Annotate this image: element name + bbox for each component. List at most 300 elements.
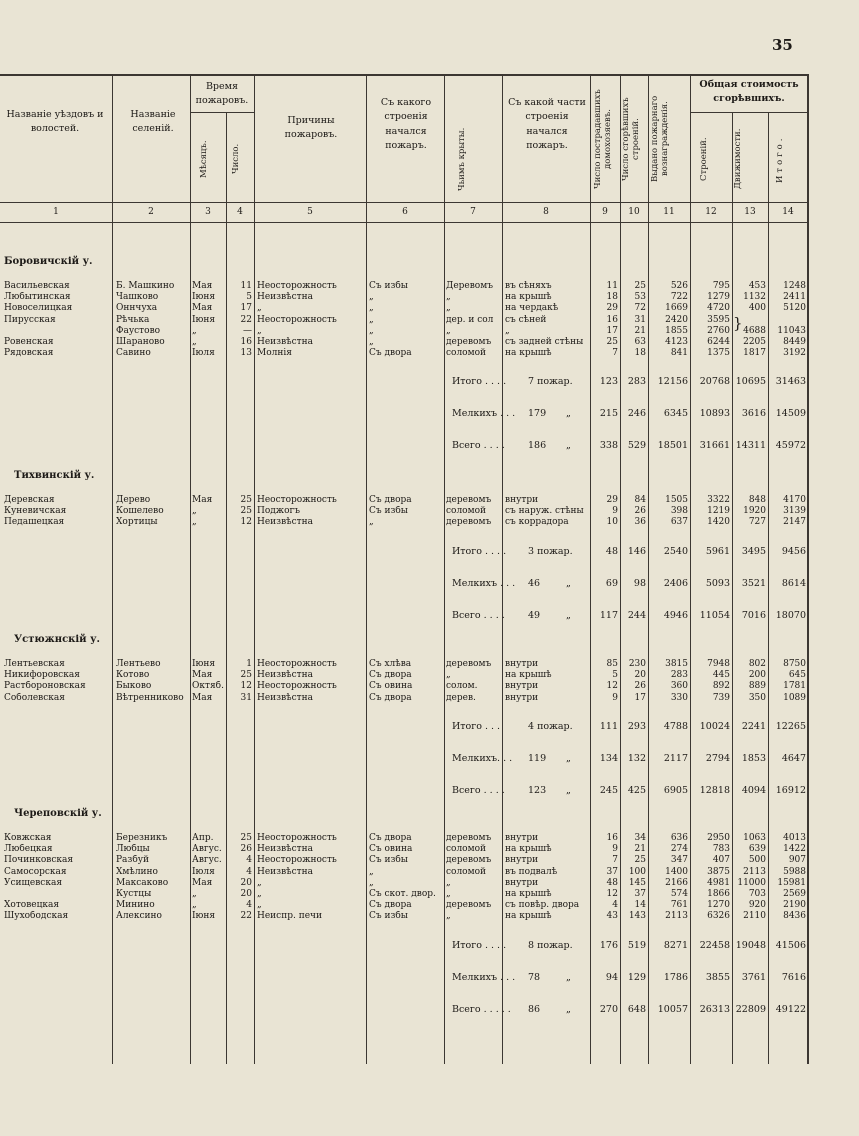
cell: 1219 bbox=[707, 506, 730, 517]
cell: 63 bbox=[634, 337, 646, 347]
cell: Новоселицкая bbox=[4, 303, 73, 314]
cell: Усищевская bbox=[4, 877, 63, 888]
cell: Котово bbox=[116, 670, 150, 681]
cell: Мая bbox=[192, 670, 213, 681]
header-compensation: Выдано пожарнаго вознагражденія. bbox=[650, 95, 670, 183]
cell: „ bbox=[446, 325, 451, 336]
summary-count: 186 bbox=[528, 440, 547, 452]
cell: „ bbox=[446, 889, 451, 899]
district-name: Череповскій у. bbox=[14, 808, 102, 819]
cell: 20768 bbox=[699, 376, 730, 388]
colnum-8: 8 bbox=[543, 207, 549, 217]
cell: 7 bbox=[612, 348, 618, 359]
cell: 5961 bbox=[705, 545, 730, 557]
summary-label: Всего . . . . . bbox=[452, 1003, 511, 1015]
summary-label: Мелкихъ . . . bbox=[452, 408, 516, 420]
cell: 4720 bbox=[707, 303, 730, 314]
cell: Іюня bbox=[192, 314, 216, 325]
cell: Неосторожность bbox=[257, 281, 337, 291]
cell: 16 bbox=[606, 314, 618, 325]
cell: Алексино bbox=[116, 911, 162, 922]
cell: 12156 bbox=[657, 376, 688, 388]
cell: 215 bbox=[599, 408, 618, 420]
cell: 10 bbox=[606, 517, 618, 528]
cell: Іюля bbox=[192, 866, 215, 877]
cell: 6345 bbox=[663, 408, 688, 420]
cell: съ сѣней bbox=[505, 314, 547, 325]
table-row bbox=[0, 517, 808, 528]
cell: 3616 bbox=[741, 408, 766, 420]
table-row bbox=[0, 326, 808, 337]
summary-melkih bbox=[0, 971, 808, 985]
cell: деревомъ bbox=[446, 517, 492, 528]
cell: Неизвѣстна bbox=[257, 517, 313, 528]
summary-label: Мелкихъ . . . bbox=[452, 577, 516, 589]
header-village: Названіе селеній. bbox=[130, 109, 176, 135]
cell: 18 bbox=[634, 348, 646, 359]
cell: 4170 bbox=[783, 495, 806, 505]
cell: 1817 bbox=[743, 348, 766, 359]
cell: 85 bbox=[606, 659, 618, 669]
summary-mark: „ bbox=[566, 784, 571, 796]
cell: 4123 bbox=[665, 337, 688, 347]
cell: 519 bbox=[627, 939, 646, 951]
cell: 636 bbox=[670, 833, 688, 843]
cell: 3875 bbox=[707, 866, 730, 877]
table-row bbox=[0, 506, 808, 517]
cell: 4688 bbox=[743, 325, 766, 336]
cell: „ bbox=[257, 900, 262, 911]
cell: 123 bbox=[599, 376, 618, 388]
summary-itogo bbox=[0, 720, 808, 734]
cell: 19048 bbox=[735, 939, 766, 951]
cell: „ bbox=[192, 517, 197, 528]
cell: Неосторожность bbox=[257, 314, 337, 325]
cell: 9456 bbox=[781, 545, 806, 557]
cell: 270 bbox=[599, 1003, 618, 1015]
cell: Неосторожность bbox=[257, 855, 337, 866]
district-name: Тихвинскій у. bbox=[14, 470, 95, 481]
summary-mark: „ bbox=[566, 1003, 571, 1015]
cell: 4 bbox=[246, 900, 252, 911]
summary-itogo bbox=[0, 375, 808, 389]
cell: 244 bbox=[627, 609, 646, 621]
cell: „ bbox=[369, 337, 374, 347]
table-top-rule bbox=[0, 74, 808, 76]
header-day: Число. bbox=[231, 143, 241, 175]
cell: 574 bbox=[670, 889, 688, 899]
cell: Чашково bbox=[116, 292, 159, 303]
cell: Соболевская bbox=[4, 692, 65, 703]
cell: 84 bbox=[634, 495, 646, 505]
cell: Съ двора bbox=[369, 900, 412, 911]
cell: „ bbox=[257, 325, 262, 336]
cell: Вѣтренниково bbox=[116, 692, 184, 703]
cell: 94 bbox=[605, 971, 618, 983]
time-subheader-rule bbox=[190, 112, 254, 113]
cell: Апр. bbox=[192, 833, 214, 843]
cell: Неиспр. печи bbox=[257, 911, 322, 922]
cell: 98 bbox=[633, 577, 646, 589]
cell: 1063 bbox=[743, 833, 766, 843]
cell: — bbox=[243, 325, 252, 336]
cell: Іюля bbox=[192, 348, 215, 359]
colnum-bottom-rule bbox=[0, 222, 808, 223]
cell: на крышѣ bbox=[505, 889, 552, 899]
cell: Неосторожность bbox=[257, 495, 337, 505]
cell: 53 bbox=[634, 292, 646, 303]
cell: внутри bbox=[505, 659, 539, 669]
summary-mark: „ bbox=[566, 408, 571, 420]
cell: 26313 bbox=[699, 1003, 730, 1015]
cell: „ bbox=[369, 877, 374, 888]
cell: на крышѣ bbox=[505, 292, 552, 303]
cell: 10695 bbox=[735, 376, 766, 388]
colnum-14: 14 bbox=[782, 207, 794, 217]
cell: 37 bbox=[634, 889, 646, 899]
cell: 45972 bbox=[775, 440, 806, 452]
cell: Съ избы bbox=[369, 911, 408, 922]
cell: Мая bbox=[192, 495, 213, 505]
cell: 41506 bbox=[775, 939, 806, 951]
summary-melkih bbox=[0, 407, 808, 421]
cell: 48 bbox=[606, 877, 618, 888]
cell: 143 bbox=[628, 911, 646, 922]
cell: Пирусская bbox=[4, 314, 56, 325]
summary-label: Всего . . . . bbox=[452, 609, 505, 621]
cell: 2950 bbox=[707, 833, 730, 843]
cell: 1855 bbox=[665, 325, 688, 336]
cell: Іюня bbox=[192, 659, 216, 669]
cell: 7948 bbox=[707, 659, 730, 669]
cell: 12 bbox=[606, 889, 618, 899]
cell: Деревская bbox=[4, 495, 55, 505]
cell: 25 bbox=[240, 670, 252, 681]
summary-mark: „ bbox=[566, 577, 571, 589]
cell: 31 bbox=[634, 314, 646, 325]
table-row bbox=[0, 878, 808, 889]
cell: Шараново bbox=[116, 337, 165, 347]
cell: 3855 bbox=[705, 971, 730, 983]
cell: Неосторожность bbox=[257, 659, 337, 669]
cell: 200 bbox=[748, 670, 766, 681]
cell: 848 bbox=[748, 495, 766, 505]
cell: 2540 bbox=[663, 545, 688, 557]
header-cause: Причины пожаровъ. bbox=[284, 115, 338, 141]
cell: 274 bbox=[670, 844, 688, 855]
cell: „ bbox=[192, 889, 197, 899]
cell: съ наруж. стѣны bbox=[505, 506, 584, 517]
header-month: Мѣсяцъ. bbox=[199, 140, 209, 178]
cell: солом. bbox=[446, 681, 478, 692]
cell: 5120 bbox=[783, 303, 806, 314]
cell: „ bbox=[192, 900, 197, 911]
cell: 2113 bbox=[743, 866, 766, 877]
cell: 2205 bbox=[743, 337, 766, 347]
cell: деревомъ bbox=[446, 659, 492, 669]
table-row bbox=[0, 693, 808, 704]
summary-count: 86 bbox=[528, 1003, 541, 1015]
cell: 25 bbox=[606, 337, 618, 347]
cell: 8750 bbox=[783, 659, 806, 669]
cell: Іюня bbox=[192, 911, 216, 922]
cell: 3521 bbox=[741, 577, 766, 589]
cell: 26 bbox=[634, 681, 646, 692]
cell: 25 bbox=[240, 833, 252, 843]
summary-count: 119 bbox=[528, 752, 547, 764]
cell: 4 bbox=[246, 866, 252, 877]
cell: 703 bbox=[748, 889, 766, 899]
table-row bbox=[0, 911, 808, 922]
cell: 22 bbox=[240, 911, 252, 922]
cell: Любытинская bbox=[4, 292, 71, 303]
cell: 648 bbox=[627, 1003, 646, 1015]
cell: 1279 bbox=[707, 292, 730, 303]
cell: Васильевская bbox=[4, 281, 70, 291]
cell: Съ двора bbox=[369, 833, 412, 843]
cell: 10057 bbox=[657, 1003, 688, 1015]
cell: 111 bbox=[599, 720, 618, 732]
cell: Кустцы bbox=[116, 889, 152, 899]
header-total-cost: Общая стоимость сгорѣвшихъ. bbox=[699, 79, 799, 105]
cell: Савино bbox=[116, 348, 151, 359]
cell: 7616 bbox=[781, 971, 806, 983]
cell: Лентьевская bbox=[4, 659, 65, 669]
cell: 48 bbox=[605, 545, 618, 557]
cell: „ bbox=[192, 325, 197, 336]
cell: Рядовская bbox=[4, 348, 54, 359]
cell: 802 bbox=[748, 659, 766, 669]
cell: Мая bbox=[192, 281, 213, 291]
cell: 3595 bbox=[707, 314, 730, 325]
header-building: Съ какого строенія начался пожаръ. bbox=[380, 97, 432, 151]
cell: 5 bbox=[246, 292, 252, 303]
cell: Разбуй bbox=[116, 855, 150, 866]
cell: Неизвѣстна bbox=[257, 692, 313, 703]
cell: 3761 bbox=[741, 971, 766, 983]
cell: 8449 bbox=[783, 337, 806, 347]
cell: дер. и сол bbox=[446, 314, 494, 325]
table-row bbox=[0, 315, 808, 326]
cell: 20 bbox=[240, 877, 252, 888]
cell: 2420 bbox=[665, 314, 688, 325]
colnum-4: 4 bbox=[237, 207, 243, 217]
cell: соломой bbox=[446, 844, 487, 855]
cell: деревомъ bbox=[446, 900, 492, 911]
cell: „ bbox=[192, 506, 197, 517]
cell: 21 bbox=[634, 844, 646, 855]
cell: 1853 bbox=[741, 752, 766, 764]
cell: на чердакѣ bbox=[505, 303, 559, 314]
cell: Минино bbox=[116, 900, 155, 911]
cell: Максаково bbox=[116, 877, 169, 888]
cell: 11000 bbox=[737, 877, 766, 888]
cell: 17 bbox=[606, 325, 618, 336]
table-row bbox=[0, 348, 808, 359]
cell: 31661 bbox=[699, 440, 730, 452]
cell: 920 bbox=[748, 900, 766, 911]
cell: 176 bbox=[599, 939, 618, 951]
cell: 13 bbox=[240, 348, 252, 359]
cell: 2406 bbox=[663, 577, 688, 589]
cell: 8436 bbox=[783, 911, 806, 922]
header-part: Съ какой части строенія начался пожаръ. bbox=[508, 97, 586, 151]
cell: 1400 bbox=[665, 866, 688, 877]
cell: 12 bbox=[240, 681, 252, 692]
colnum-13: 13 bbox=[744, 207, 756, 217]
table-row bbox=[0, 844, 808, 855]
cell: „ bbox=[369, 303, 374, 314]
cell: Мая bbox=[192, 692, 213, 703]
cell: Ровенская bbox=[4, 337, 54, 347]
cell: 37 bbox=[606, 866, 618, 877]
cell: 529 bbox=[627, 440, 646, 452]
cell: Шухободская bbox=[4, 911, 69, 922]
cell: 134 bbox=[599, 752, 618, 764]
cell: 841 bbox=[670, 348, 688, 359]
cell: съ коррадора bbox=[505, 517, 569, 528]
cell: 100 bbox=[628, 866, 646, 877]
cell: 283 bbox=[670, 670, 688, 681]
cell: 637 bbox=[670, 517, 688, 528]
cell: Рѣчька bbox=[116, 314, 150, 325]
cell: „ bbox=[369, 292, 374, 303]
cell: 10893 bbox=[699, 408, 730, 420]
cell: внутри bbox=[505, 495, 539, 505]
cell: 34 bbox=[634, 833, 646, 843]
cell: 2113 bbox=[665, 911, 688, 922]
summary-label: Итого . . . . bbox=[452, 545, 507, 557]
cell: Березникъ bbox=[116, 833, 168, 843]
cell: Поджогъ bbox=[257, 506, 300, 517]
cell: 72 bbox=[634, 303, 646, 314]
cell: 12818 bbox=[699, 784, 730, 796]
cell: „ bbox=[369, 314, 374, 325]
colnum-2: 2 bbox=[148, 207, 154, 217]
cell: въ сѣняхъ bbox=[505, 281, 552, 291]
cell: 1781 bbox=[783, 681, 806, 692]
cell: Съ овина bbox=[369, 844, 413, 855]
cell: Авгус. bbox=[192, 844, 222, 855]
summary-itogo bbox=[0, 939, 808, 953]
cell: „ bbox=[257, 889, 262, 899]
cell: деревомъ bbox=[446, 833, 492, 843]
cell: 3192 bbox=[783, 348, 806, 359]
cell: 16 bbox=[240, 337, 252, 347]
cell: 14311 bbox=[735, 440, 766, 452]
cell: Неосторожность bbox=[257, 833, 337, 843]
cell: 722 bbox=[670, 292, 688, 303]
summary-melkih bbox=[0, 577, 808, 591]
district-name: Боровичскій у. bbox=[4, 256, 93, 267]
cell: 347 bbox=[670, 855, 688, 866]
cell: 1 bbox=[246, 659, 252, 669]
cell: 29 bbox=[606, 303, 618, 314]
summary-melkih bbox=[0, 752, 808, 766]
cell: 400 bbox=[748, 303, 766, 314]
table-row bbox=[0, 833, 808, 844]
summary-itogo bbox=[0, 545, 808, 559]
colnum-1: 1 bbox=[53, 207, 59, 217]
cell: 25 bbox=[634, 855, 646, 866]
summary-mark: „ bbox=[566, 609, 571, 621]
cell: дерев. bbox=[446, 692, 476, 703]
cell: соломой bbox=[446, 348, 487, 359]
cell: 2117 bbox=[663, 752, 688, 764]
cell: Хотовецкая bbox=[4, 900, 60, 911]
cell: 889 bbox=[748, 681, 766, 692]
summary-count: 8 пожар. bbox=[528, 939, 573, 951]
colnum-7: 7 bbox=[470, 207, 476, 217]
cell: соломой bbox=[446, 506, 487, 517]
cell: 1270 bbox=[707, 900, 730, 911]
colnum-9: 9 bbox=[602, 207, 608, 217]
cell: 14 bbox=[634, 900, 646, 911]
cell: 10024 bbox=[699, 720, 730, 732]
cell: 3815 bbox=[665, 659, 688, 669]
colnum-3: 3 bbox=[205, 207, 211, 217]
cell: 5093 bbox=[705, 577, 730, 589]
cell: Хмѣлино bbox=[116, 866, 158, 877]
header-cost-buildings: Строеній. bbox=[699, 137, 709, 181]
cell: Быково bbox=[116, 681, 152, 692]
cell: 20 bbox=[240, 889, 252, 899]
cell: „ bbox=[257, 303, 262, 314]
cell: 1866 bbox=[707, 889, 730, 899]
fires-table bbox=[0, 74, 808, 1074]
cell: Мая bbox=[192, 303, 213, 314]
colnum-12: 12 bbox=[705, 207, 717, 217]
cell: 43 bbox=[606, 911, 618, 922]
cell: 2110 bbox=[743, 911, 766, 922]
cell: Фаустово bbox=[116, 325, 161, 336]
cell: 20 bbox=[634, 670, 646, 681]
cell: 360 bbox=[670, 681, 688, 692]
cell: 132 bbox=[627, 752, 646, 764]
cell: 18070 bbox=[775, 609, 806, 621]
cell: на крышѣ bbox=[505, 670, 552, 681]
cell: 4 bbox=[612, 900, 618, 911]
cell: 29 bbox=[606, 495, 618, 505]
cell: съ повѣр. двора bbox=[505, 900, 580, 911]
cell: 4647 bbox=[781, 752, 806, 764]
cell: 645 bbox=[788, 670, 806, 681]
cost-subheader-rule bbox=[690, 112, 808, 113]
cell: 1089 bbox=[783, 692, 806, 703]
table-row bbox=[0, 681, 808, 692]
cell: 1505 bbox=[665, 495, 688, 505]
cell: 1422 bbox=[783, 844, 806, 855]
cell: 21 bbox=[634, 325, 646, 336]
cell: 1786 bbox=[663, 971, 688, 983]
cell: Октяб. bbox=[192, 681, 224, 692]
cell: 12 bbox=[240, 517, 252, 528]
cell: 892 bbox=[712, 681, 730, 692]
header-buildings-burned: Число сгорѣвшихъ строеній. bbox=[621, 97, 641, 181]
table-row bbox=[0, 867, 808, 878]
cell: 11 bbox=[606, 281, 618, 291]
cell: 16 bbox=[606, 833, 618, 843]
district-name: Устюжнскій у. bbox=[14, 634, 100, 645]
cell: 18 bbox=[606, 292, 618, 303]
cell: 727 bbox=[748, 517, 766, 528]
summary-vsego bbox=[0, 1003, 808, 1017]
table-row bbox=[0, 337, 808, 348]
summary-vsego bbox=[0, 439, 808, 453]
cell: 6244 bbox=[707, 337, 730, 347]
colnum-5: 5 bbox=[307, 207, 313, 217]
cell: Съ овина bbox=[369, 681, 413, 692]
